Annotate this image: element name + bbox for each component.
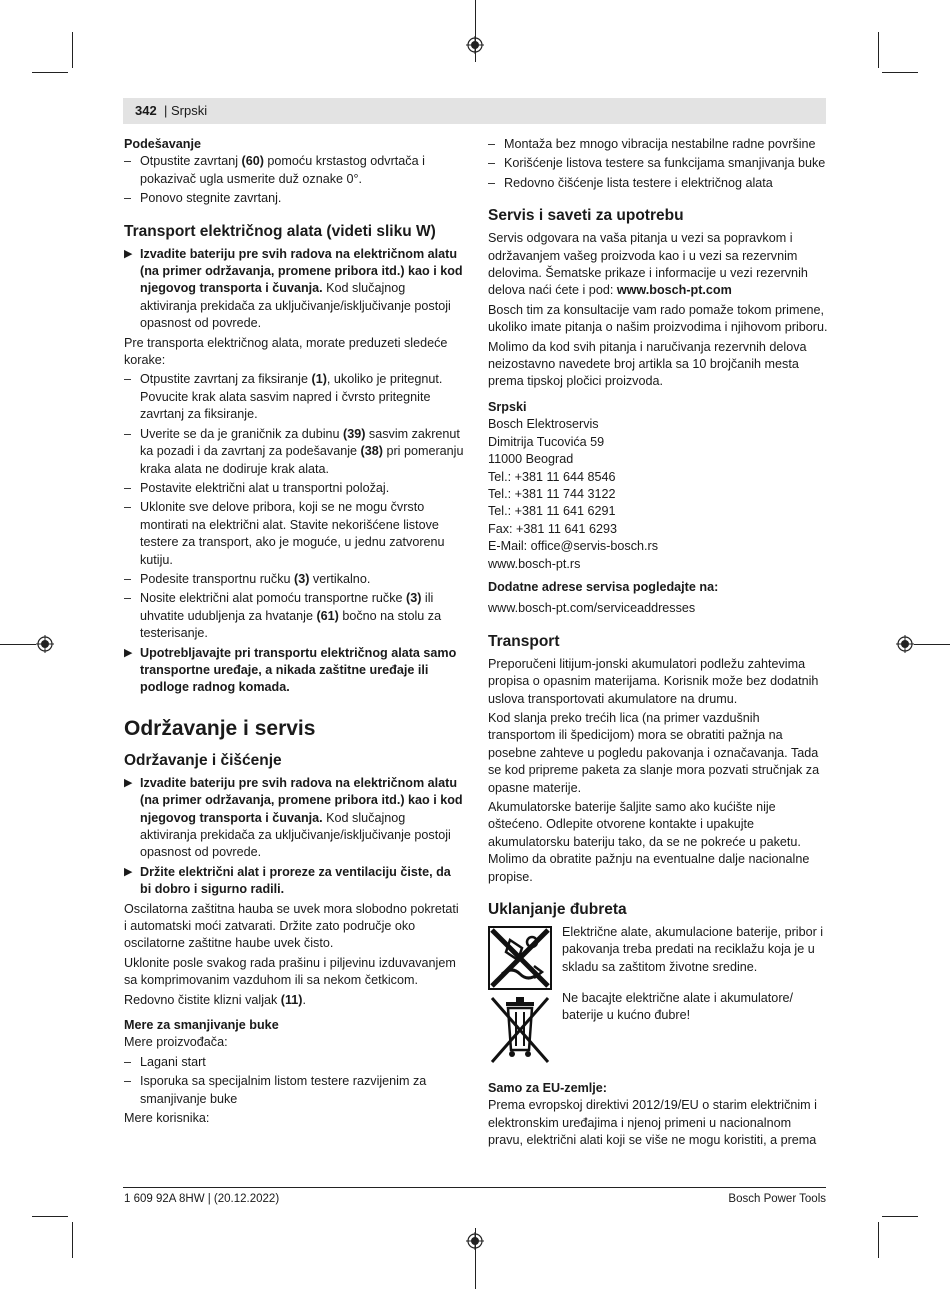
footer-divider: [123, 1187, 826, 1188]
crop-mark: [882, 72, 918, 73]
paragraph: Redovno čistite klizni valjak (11).: [124, 992, 306, 1007]
registration-mark-icon: [36, 635, 54, 653]
crop-mark: [0, 644, 36, 645]
paragraph: Bosch tim za konsultacije vam rado pomaže tokom primene, ukoliko imate pitanja o našim proizvodima i njihovom priboru.: [488, 302, 828, 335]
crop-mark: [878, 32, 879, 68]
crop-mark: [914, 644, 950, 645]
crop-mark: [32, 1216, 68, 1217]
header-separator: |: [164, 103, 168, 118]
crop-mark: [878, 1222, 879, 1258]
paragraph: Akumulatorske baterije šaljite samo ako kućište nije oštećeno. Odlepite otvorene kontakte i upakujte akumulatorsku bateriju tako, da se ne pokreće u paketu. Molimo da obratite pažnju na eventualne dalje nacionalne propise.: [488, 800, 810, 884]
section-subtitle: Podešavanje: [124, 137, 202, 151]
crop-mark: [72, 1222, 73, 1258]
right-column: [488, 136, 828, 1152]
service-addresses-link[interactable]: www.bosch-pt.com/serviceaddresses: [488, 601, 696, 616]
list-item: – Montaža bez mnogo vibracija nestabilne radne površine: [488, 136, 828, 153]
warning-item: ▶ Držite električni alat i proreze za ventilaciju čiste, da bi dobro i sigurno radili.: [124, 864, 451, 897]
crop-mark: [882, 1216, 918, 1217]
section-subtitle: Mere za smanjivanje buke: [124, 1018, 279, 1033]
warning-item: ▶ Izvadite bateriju pre svih radova na električnom alatu (na primer održavanja, promene pribora itd.) kao i kod njegovog transporta i čuvanja. Kod slučajnog aktiviranja prekidača za uključivanje/isključivanje postoji opasnost od povrede.: [124, 246, 463, 331]
address-block: [488, 416, 828, 573]
section-title: Transport električnog alata (videti sliku W): [124, 222, 436, 240]
disposal-row: [488, 924, 828, 986]
section-subtitle: Samo za EU-zemlje:: [488, 1081, 607, 1096]
paragraph: Servis odgovara na vaša pitanja u vezi sa popravkom i održavanjem vašeg proizvoda kao i u vezi sa rezervnim delovima. Šematske prikaze i informacije u vezi rezervnih delova naći ćete i pod: www.bosch-pt.com: [488, 231, 808, 298]
address-line: Dimitrija Tucovića 59: [488, 434, 605, 449]
crop-mark: [72, 32, 73, 68]
list-item: – Nosite električni alat pomoću transportne ručke (3) ili uhvatite udubljenja za hvatanje (61) bočno na stolu za testerisanje.: [124, 590, 464, 642]
section-title: Održavanje i čišćenje: [124, 751, 282, 769]
paragraph: Pre transporta električnog alata, morate preduzeti sledeće korake:: [124, 335, 448, 368]
paragraph: Uklonite posle svakog rada prašinu i piljevinu izduvavanjem sa komprimovanim vazduhom ili sa nekom četkicom.: [124, 955, 456, 988]
address-line: Bosch Elektroservis: [488, 417, 599, 432]
warning-triangle-icon: ▶: [124, 776, 133, 789]
list-item: – Lagani start: [124, 1054, 464, 1071]
registration-mark-icon: [896, 635, 914, 653]
recycling-icon: [488, 926, 552, 990]
crossed-out-bin-icon: [488, 992, 552, 1068]
address-line: Tel.: +381 11 644 8546: [488, 469, 616, 484]
list-item: – Korišćenje listova testere sa funkcijama smanjivanja buke: [488, 155, 828, 172]
list-item: – Otpustite zavrtanj (60) pomoću krstastog odvrtača i pokazivač ugla usmerite duž oznake 0°.: [124, 153, 464, 188]
registration-mark-icon: [466, 1232, 484, 1250]
list-item: – Otpustite zavrtanj za fiksiranje (1), ukoliko je pritegnut. Povucite krak alata sasvim napred i čvrsto pritegnite zavrtanj za fiksiranje.: [124, 371, 464, 423]
warning-triangle-icon: ▶: [124, 865, 133, 878]
chapter-title: Održavanje i servis: [124, 716, 316, 740]
address-line: Tel.: +381 11 744 3122: [488, 486, 616, 501]
list-item: – Uverite se da je graničnik za dubinu (39) sasvim zakrenut ka pozadi i da zavrtanj za podešavanje (38) pri pomeranju kraka alata ne dodiruje krak alata.: [124, 426, 464, 478]
section-title: Uklanjanje đubreta: [488, 901, 627, 919]
address-country: Srpski: [488, 399, 527, 414]
section-title: Transport: [488, 632, 560, 650]
paragraph: Mere proizvođača:: [124, 1035, 228, 1050]
paragraph: Električne alate, akumulacione baterije, pribor i pakovanja treba predati na reciklažu koja je u skladu sa zaštitom životne sredine.: [562, 925, 824, 974]
list-item: – Uklonite sve delove pribora, koji se ne mogu čvrsto montirati na električni alat. Stavite nekorišćene listove testere za transport, ako je moguće, u jednu zatvorenu kutiju.: [124, 499, 464, 569]
paragraph: Mere korisnika:: [124, 1111, 210, 1126]
section-title: Servis i saveti za upotrebu: [488, 207, 684, 225]
crop-mark: [32, 72, 68, 73]
warning-triangle-icon: ▶: [124, 247, 133, 260]
address-line[interactable]: www.bosch-pt.rs: [488, 556, 581, 571]
page-number: 342: [135, 103, 157, 118]
registration-mark-icon: [466, 36, 484, 54]
list-item: – Podesite transportnu ručku (3) vertikalno.: [124, 571, 464, 588]
paragraph: Ne bacajte električne alate i akumulatore/ baterije u kućno đubre!: [562, 991, 794, 1023]
list-item: – Redovno čišćenje lista testere i električnog alata: [488, 175, 828, 192]
address-line: Tel.: +381 11 641 6291: [488, 504, 616, 519]
paragraph: Oscilatorna zaštitna hauba se uvek mora slobodno pokretati i automatski moći zatvarati. Držite zato područje oko oscilatorne zaštitne haube uvek čisto.: [124, 901, 459, 951]
page-header: [123, 98, 826, 124]
paragraph: Molimo da kod svih pitanja i naručivanja rezervnih delova neizostavno navedete broj artikla sa 10 brojčanih mesta prema tipskoj pločici proizvoda.: [488, 339, 807, 389]
address-line[interactable]: E-Mail: office@servis-bosch.rs: [488, 539, 659, 554]
warning-triangle-icon: ▶: [124, 646, 133, 659]
header-language: Srpski: [171, 103, 208, 118]
address-line: 11000 Beograd: [488, 452, 574, 467]
paragraph: Prema evropskoj direktivi 2012/19/EU o starim električnim i elektronskim uređajima i njenoj primeni u nacionalnom pravu, električni alati koji se više ne mogu koristiti, a prema: [488, 1098, 817, 1148]
list-item: – Postavite električni alat u transportni položaj.: [124, 480, 464, 497]
disposal-row: [488, 990, 828, 1066]
paragraph: Kod slanja preko trećih lica (na primer vazdušnih transportom ili špedicijom) mora se obratiti pažnja na posebne zahteve u pogledu pakovanja i označavanja. Tada se kod pripreme paketa za slanje mora pozvati stručnjak za opasne materije.: [488, 710, 820, 795]
list-item: – Isporuka sa specijalnim listom testere razvijenim za smanjivanje buke: [124, 1073, 464, 1108]
paragraph: Preporučeni litijum-jonski akumulatori podležu zahtevima propisa o opasnim materijama. Korisnik može bez dodatnih uslova transportovati akumulatore na drumu.: [488, 656, 819, 706]
service-link[interactable]: www.bosch-pt.com: [616, 283, 732, 298]
footer-doc-number: 1 609 92A 8HW | (20.12.2022): [124, 1193, 280, 1205]
warning-item: ▶ Izvadite bateriju pre svih radova na električnom alatu (na primer održavanja, promene pribora itd.) kao i kod njegovog transporta i čuvanja. Kod slučajnog aktiviranja prekidača za uključivanje/isključivanje postoji opasnost od povrede.: [124, 775, 463, 860]
section-subtitle: Dodatne adrese servisa pogledajte na:: [488, 579, 719, 594]
address-line: Fax: +381 11 641 6293: [488, 521, 617, 536]
left-column: [124, 136, 464, 1130]
warning-item: ▶ Upotrebljavajte pri transportu električnog alata samo transportne uređaje, a nikada zaštitne uređaje ili podloge radnog komada.: [124, 645, 457, 695]
footer-brand: Bosch Power Tools: [728, 1193, 826, 1205]
list-item: – Ponovo stegnite zavrtanj.: [124, 190, 464, 207]
